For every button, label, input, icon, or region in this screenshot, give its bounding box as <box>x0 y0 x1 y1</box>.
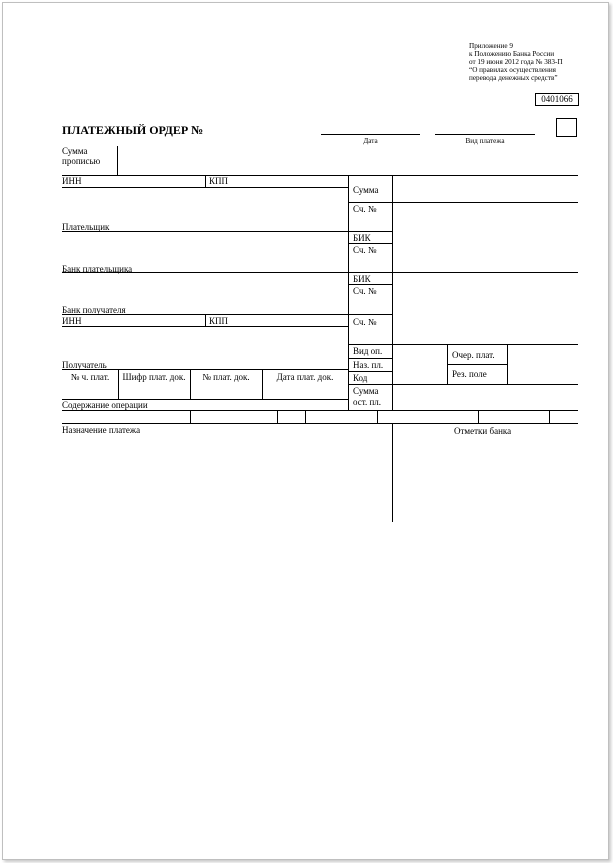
rule-361 <box>447 364 507 365</box>
payee-inn-label: ИНН <box>62 316 82 326</box>
op-divider-5 <box>478 410 479 423</box>
date-line <box>321 134 420 135</box>
doc-date-label: Дата плат. док. <box>276 372 334 382</box>
payer-bank-bik-label: БИК <box>353 233 371 243</box>
bank-marks-label: Отметки банка <box>454 426 512 436</box>
payee-inn-divider <box>205 314 206 326</box>
purpose-code-label: Наз. пл. <box>353 360 384 370</box>
payer-inn-label: ИНН <box>62 176 82 186</box>
amount-words-divider <box>117 146 118 175</box>
appendix-line-4: “О правилах осуществления <box>469 66 556 74</box>
label-column-divider-bottom <box>392 345 393 411</box>
doc-code-label: Шифр плат. док. <box>122 372 186 382</box>
payee-bank-bik-label: БИК <box>353 274 371 284</box>
label-column-divider-top <box>392 175 393 345</box>
payer-bank-account-label: Сч. № <box>353 245 377 255</box>
code-label: Код <box>353 373 368 383</box>
op-divider-4 <box>377 410 378 423</box>
date-label: Дата <box>363 137 378 145</box>
payee-label: Получатель <box>62 360 107 370</box>
payer-label: Плательщик <box>62 222 110 232</box>
op-divider-3 <box>305 410 306 423</box>
rule-184 <box>62 187 348 188</box>
center-divider <box>348 175 349 411</box>
document-page <box>2 2 609 860</box>
amount-words-label-2: прописью <box>62 156 101 166</box>
payer-account-label: Сч. № <box>353 204 377 214</box>
rule-269 <box>62 272 578 273</box>
remaining-label-1: Сумма <box>353 386 379 396</box>
op-divider-6 <box>549 410 550 423</box>
payee-bank-label: Банк получателя <box>62 305 126 315</box>
remaining-label-2: ост. пл. <box>353 397 382 407</box>
rule-341 <box>348 344 578 345</box>
payer-inn-divider <box>205 175 206 187</box>
rule-172 <box>62 175 578 176</box>
reserve-label: Рез. поле <box>452 369 487 379</box>
rule-368 <box>348 371 392 372</box>
appendix-line-2: к Положению Банка России <box>469 50 555 58</box>
payment-type-label: Вид платежа <box>465 137 505 145</box>
queue-label: Очер. плат. <box>452 350 495 360</box>
sum-label: Сумма <box>353 185 379 195</box>
payee-kpp-label: КПП <box>209 316 229 326</box>
rule-311 <box>62 314 392 315</box>
rule-381 <box>348 384 578 385</box>
rule-355 <box>348 358 392 359</box>
payee-account-label: Сч. № <box>353 317 377 327</box>
payee-bank-account-label: Сч. № <box>353 286 377 296</box>
amount-words-label-1: Сумма <box>62 146 88 156</box>
rule-199 <box>348 202 578 203</box>
rule-240 <box>348 243 392 244</box>
queue-divider-right <box>507 344 508 384</box>
bank-marks-divider <box>392 423 393 522</box>
appendix-line-3: от 19 июня 2012 года № 383-П <box>469 58 563 66</box>
status-box[interactable] <box>556 118 577 137</box>
operation-content-label: Содержание операции <box>62 400 148 410</box>
op-divider-2 <box>277 410 278 423</box>
rule-420 <box>62 423 578 424</box>
op-divider-1 <box>190 410 191 423</box>
page-title: ПЛАТЕЖНЫЙ ОРДЕР № <box>62 123 204 137</box>
rule-323 <box>62 326 348 327</box>
payment-purpose-label: Назначение платежа <box>62 425 141 435</box>
doc-no-label: № плат. док. <box>202 372 250 382</box>
appendix-line-5: перевода денежных средств” <box>469 74 558 82</box>
rule-366 <box>62 369 348 370</box>
op-type-label: Вид оп. <box>353 346 383 356</box>
form-code: 0401066 <box>535 93 579 106</box>
payer-kpp-label: КПП <box>209 176 229 186</box>
appendix-line-1: Приложение 9 <box>469 42 513 50</box>
part-no-label: № ч. плат. <box>70 372 110 382</box>
rule-281 <box>348 284 392 285</box>
rule-228 <box>62 231 392 232</box>
payment-type-line <box>435 134 535 135</box>
rule-407 <box>62 410 578 411</box>
payer-bank-label: Банк плательщика <box>62 264 133 274</box>
